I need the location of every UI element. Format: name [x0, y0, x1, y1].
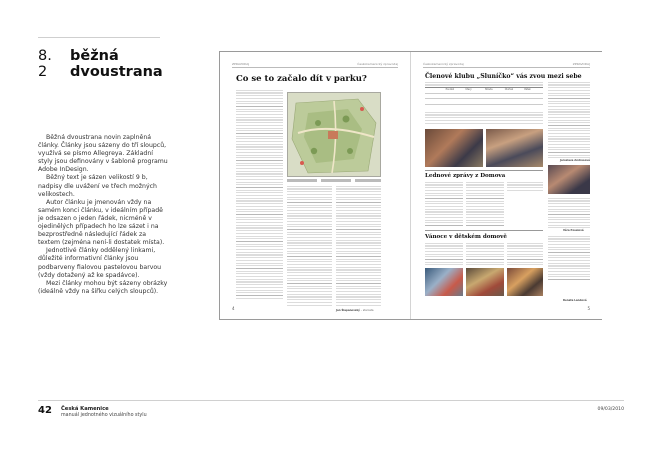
footer-rule [38, 400, 624, 401]
section-title: běžná dvoustrana [70, 48, 163, 80]
text-column [466, 182, 504, 226]
table-header: Úterý [465, 88, 472, 91]
body-paragraph: Běžná dvoustrana novin zaplněná články. Články jsou sázeny do tří sloupců, využívá se písmo Allegreya. Základní styly jsou definovány v šabloně programu Adobe InDesign. [38, 134, 168, 174]
running-head [423, 63, 590, 68]
signature-role: starosta [362, 309, 374, 312]
section-number: 8. 2 [38, 48, 52, 80]
body-paragraph: Mezi články mohou být sázeny obrázky (ideálně vždy na šířku celých sloupců). [38, 279, 168, 295]
text-column [236, 90, 283, 300]
article-divider [425, 230, 543, 231]
article-signature: Jan Šlapanovský – starosta [336, 309, 374, 312]
text-column [507, 243, 543, 265]
christmas-photo [425, 268, 463, 296]
runhead-right: Českokamenický zpravodaj [357, 62, 398, 66]
table-header: Pondělí [445, 88, 454, 91]
park-map-image [287, 92, 381, 177]
footer-subtitle: manuál jednotného vizuálního stylu [61, 413, 147, 418]
body-paragraph: Jednotlivé články oddělený linkami, důležité informativní články jsou podbarveny fialovou pastelovou barvou (vždy dotažený až ke spadávce). [38, 247, 162, 279]
runhead-left: Českokamenický zpravodaj [423, 62, 464, 66]
runhead-right: ZPRAVODAJ [572, 62, 590, 66]
christmas-photo [466, 268, 504, 296]
christmas-photo [507, 268, 543, 296]
spread-right-page [411, 52, 602, 319]
article-title-klub: Členové klubu „Sluníčko“ vás zvou mezi sebe [425, 73, 582, 80]
table-header: Středa [485, 88, 493, 91]
club-photo [486, 129, 543, 167]
spread-left-page [220, 52, 410, 319]
text-block [425, 112, 543, 124]
schedule-table [425, 87, 543, 110]
text-column [548, 82, 590, 158]
runhead-left: ZPRAVODAJ [232, 62, 250, 66]
article-signature: Renata Landová [563, 299, 587, 302]
text-column [425, 182, 463, 226]
footer-page-number: 42 [38, 405, 52, 416]
article-title-domov: Lednové zprávy z Domova [425, 173, 506, 179]
body-paragraph: Autor článku je jmenován vždy na samém konci článku, v ideálním případě je odsazen o jeden řádek, nicméně v ojedinělých případech ho lze sázet i na bezprostředně následující řádek za textem (zejména není-li dostatek místa). [38, 198, 165, 247]
club-photo [548, 165, 590, 194]
signature-name: Jan Šlapanovský [336, 309, 360, 312]
section-heading [38, 48, 163, 80]
section-body [38, 134, 168, 296]
table-row [425, 99, 543, 105]
body-paragraph: Běžný text je sázen velikostí 9 b, nadpisy dle uvážení ve třech možných velikostech. [38, 174, 157, 198]
table-header: Pátek [524, 88, 531, 91]
text-column [548, 236, 590, 280]
table-header [425, 88, 445, 93]
footer-date: 09/03/2010 [597, 407, 624, 412]
text-column [466, 243, 504, 265]
map-caption [287, 179, 381, 182]
running-head [232, 63, 398, 68]
text-column [548, 198, 590, 228]
article-title-vanoce: Vánoce v dětském domově [425, 234, 507, 240]
footer-publication: Česká Kamenice [61, 406, 109, 412]
table-header: Čtvrtek [504, 88, 514, 91]
article-signature: Jaroslava Andresová [560, 159, 590, 162]
club-photo [425, 129, 483, 167]
section-rule [38, 37, 160, 38]
text-column [507, 182, 543, 192]
newspaper-spread-preview [219, 51, 602, 320]
article-title: Co se to začalo dít v parku? [236, 74, 367, 84]
article-divider [425, 170, 543, 171]
text-column [425, 243, 463, 265]
text-column [287, 186, 332, 306]
page-number-right: 5 [587, 306, 590, 311]
article-signature: Věra Poselová [563, 229, 584, 232]
text-column [336, 186, 381, 306]
page-number-left: 4 [232, 306, 235, 311]
